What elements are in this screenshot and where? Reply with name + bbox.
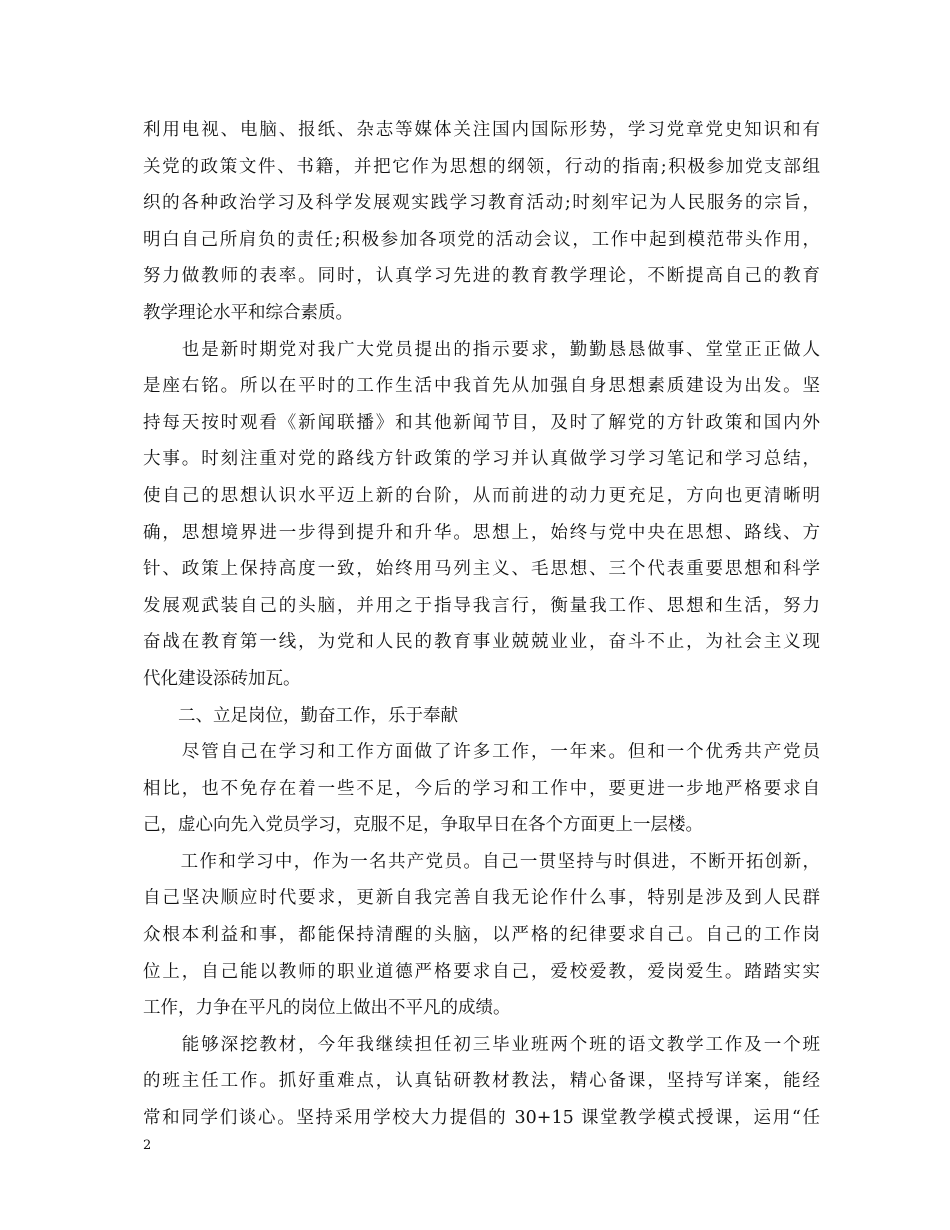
text-line: 利用电视、电脑、报纸、杂志等媒体关注国内国际形势，学习党章党史知识和有 — [143, 120, 820, 140]
text-line: 是座右铭。所以在平时的工作生活中我首先从加强自身思想素质建设为出发。坚 — [143, 376, 820, 397]
text-line: 明白自己所肩负的责任;积极参加各项党的活动会议，工作中起到模范带头作用， — [143, 229, 820, 250]
text-line: 常和同学们谈心。坚持采用学校大力提倡的 30+15 课堂教学模式授课，运用“任 — [143, 1108, 820, 1129]
text-line: 能够深挖教材，今年我继续担任初三毕业班两个班的语文教学工作及一个班 — [143, 1034, 820, 1055]
text-line: 自己坚决顺应时代要求，更新自我完善自我无论作什么事，特别是涉及到人民群 — [143, 888, 820, 909]
text-line: 众根本利益和事，都能保持清醒的头脑，以严格的纪律要求自己。自己的工作岗 — [143, 925, 820, 946]
text-line: 针、政策上保持高度一致，始终用马列主义、毛思想、三个代表重要思想和科学 — [143, 559, 820, 580]
text-line: 关党的政策文件、书籍，并把它作为思想的纲领，行动的指南;积极参加党支部组 — [143, 156, 820, 177]
text-line: 发展观武装自己的头脑，并用之于指导我言行，衡量我工作、思想和生活，努力 — [143, 595, 820, 616]
text-line: 工作和学习中，作为一名共产党员。自己一贯坚持与时俱进，不断开拓创新， — [143, 851, 820, 872]
page-number: 2 — [143, 1138, 152, 1153]
text-line: 使自己的思想认识水平迈上新的台阶，从而前进的动力更充足，方向也更清晰明 — [143, 485, 820, 506]
document-body — [143, 112, 820, 1137]
text-line: 奋战在教育第一线，为党和人民的教育事业兢兢业业，奋斗不止，为社会主义现 — [143, 632, 820, 653]
text-line: 位上，自己能以教师的职业道德严格要求自己，爱校爱教，爱岗爱生。踏踏实实 — [143, 961, 820, 982]
text-line: 努力做教师的表率。同时，认真学习先进的教育教学理论，不断提高自己的教育 — [143, 266, 820, 287]
text-line: 工作，力争在平凡的岗位上做出不平凡的成绩。 — [143, 998, 511, 1019]
section-heading: 二、立足岗位，勤奋工作，乐于奉献 — [178, 705, 458, 726]
text-line: 己，虚心向先入党员学习，克服不足，争取早日在各个方面更上一层楼。 — [143, 815, 703, 836]
text-line: 尽管自己在学习和工作方面做了许多工作，一年来。但和一个优秀共产党员 — [143, 742, 820, 763]
text-line: 确，思想境界进一步得到提升和升华。思想上，始终与党中央在思想、路线、方 — [143, 522, 820, 543]
text-line: 代化建设添砖加瓦。 — [143, 668, 301, 689]
text-line: 的班主任工作。抓好重难点，认真钻研教材教法，精心备课，坚持写详案，能经 — [143, 1071, 820, 1092]
text-line: 织的各种政治学习及科学发展观实践学习教育活动;时刻牢记为人民服务的宗旨， — [143, 193, 820, 214]
text-line: 持每天按时观看《新闻联播》和其他新闻节目，及时了解党的方针政策和国内外 — [143, 412, 820, 433]
text-line: 相比，也不免存在着一些不足，今后的学习和工作中，要更进一步地严格要求自 — [143, 778, 820, 799]
text-line: 也是新时期党对我广大党员提出的指示要求，勤勤恳恳做事、堂堂正正做人 — [143, 339, 820, 360]
text-line: 教学理论水平和综合素质。 — [143, 302, 353, 323]
text-line: 大事。时刻注重对党的路线方针政策的学习并认真做学习学习笔记和学习总结， — [143, 449, 820, 470]
